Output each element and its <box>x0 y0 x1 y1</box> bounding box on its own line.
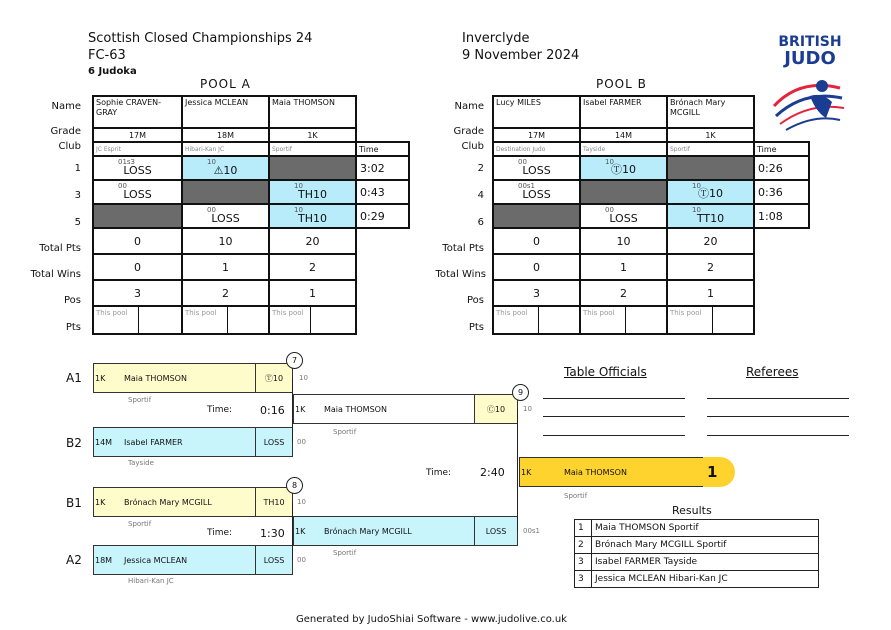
player-name: Lucy MILES <box>493 96 580 128</box>
signature-line <box>543 416 685 417</box>
match-cell: 10 TH10 <box>269 180 356 204</box>
match-cell <box>93 204 182 228</box>
match-label: 5 <box>74 217 81 228</box>
match-time: 0:16 <box>260 404 285 417</box>
player-club: Sportif <box>269 142 356 156</box>
total-wins-label: Total Wins <box>435 269 486 280</box>
player-grade: 17M <box>493 128 580 142</box>
total-pts: 0 <box>493 228 580 254</box>
winner-entry: 1K Maia THOMSON <box>519 457 705 487</box>
match-cell <box>493 204 580 228</box>
winner-place: 1 <box>703 457 735 487</box>
player-name: Sophie CRAVEN-GRAY <box>93 96 182 128</box>
total-wins: 1 <box>580 254 667 280</box>
time-label: Time: <box>207 528 233 538</box>
grade-label: Grade <box>453 126 484 137</box>
match-cell: 00 LOSS <box>182 204 269 228</box>
seed-label: A1 <box>66 371 82 385</box>
club-label: Sportif <box>128 520 152 528</box>
time-label: Time: <box>207 405 233 415</box>
this-pool-pts: This pool <box>580 306 667 334</box>
match-cell <box>269 156 356 180</box>
bracket-entry: 1K Brónach Mary MCGILL LOSS <box>293 516 518 546</box>
player-grade: 14M <box>580 128 667 142</box>
total-pts: 20 <box>269 228 356 254</box>
british-judo-logo: BRITISH JUDO <box>770 34 850 144</box>
club-label: Sportif <box>333 549 357 557</box>
score-ext: 00 <box>297 438 306 446</box>
total-pts: 0 <box>93 228 182 254</box>
match-label: 6 <box>477 217 484 228</box>
total-wins: 1 <box>182 254 269 280</box>
pool-a-title: POOL A <box>200 77 251 91</box>
position: 1 <box>667 280 754 306</box>
signature-line <box>707 435 849 436</box>
date-label: 9 November 2024 <box>462 48 580 63</box>
club-label: Hibari-Kan JC <box>128 577 174 585</box>
pool-b-table <box>492 95 810 335</box>
total-pts-label: Total Pts <box>39 243 81 254</box>
match-cell: 10 ⚠10 <box>182 156 269 180</box>
total-pts-label: Total Pts <box>442 243 484 254</box>
result-row: 2 Brónach Mary MCGILL Sportif <box>575 537 819 554</box>
player-club: Tayside <box>580 142 667 156</box>
player-grade: 1K <box>667 128 754 142</box>
player-club: Sportif <box>667 142 754 156</box>
match-cell: 10 Ⓣ10 <box>667 180 754 204</box>
grade-label: Grade <box>50 126 81 137</box>
pos-label: Pos <box>466 295 484 306</box>
match-number: 8 <box>286 477 303 494</box>
position: 2 <box>580 280 667 306</box>
player-grade: 1K <box>269 128 356 142</box>
match-number: 9 <box>512 384 529 401</box>
total-pts: 10 <box>182 228 269 254</box>
referees-heading: Referees <box>746 365 799 379</box>
player-grade: 18M <box>182 128 269 142</box>
pts-label: Pts <box>468 322 484 333</box>
match-time: 0:26 <box>754 156 809 180</box>
signature-line <box>707 398 849 399</box>
signature-line <box>543 398 685 399</box>
signature-line <box>707 416 849 417</box>
match-cell: 10 Ⓣ10 <box>580 156 667 180</box>
player-name: Isabel FARMER <box>580 96 667 128</box>
total-wins: 0 <box>493 254 580 280</box>
time-header: Time <box>356 142 409 156</box>
results-table <box>574 519 819 588</box>
bracket-entry: 1K Maia THOMSON Ⓒ10 <box>293 394 518 424</box>
match-cell: 00 LOSS <box>580 204 667 228</box>
judoka-count: 6 Judoka <box>88 66 137 77</box>
club-label: Sportif <box>564 492 588 500</box>
position: 1 <box>269 280 356 306</box>
seed-label: B1 <box>66 496 82 510</box>
match-label: 2 <box>477 163 484 174</box>
bracket-entry: 14M Isabel FARMER LOSS <box>93 427 293 457</box>
bracket-entry: 1K Maia THOMSON Ⓣ10 <box>93 363 293 393</box>
result-row: 1 Maia THOMSON Sportif <box>575 520 819 537</box>
match-cell: 10 TH10 <box>269 204 356 228</box>
player-club: JC Esprit <box>93 142 182 156</box>
club-label: Sportif <box>128 396 152 404</box>
match-cell: 00s1 LOSS <box>493 180 580 204</box>
position: 3 <box>93 280 182 306</box>
match-time: 3:02 <box>356 156 409 180</box>
match-label: 3 <box>74 190 81 201</box>
position: 3 <box>493 280 580 306</box>
pool-a-table <box>92 95 410 335</box>
score-ext: 00 <box>297 556 306 564</box>
score-ext: 10 <box>297 498 306 506</box>
total-wins: 2 <box>269 254 356 280</box>
match-cell: 01s3 LOSS <box>93 156 182 180</box>
results-heading: Results <box>672 504 712 517</box>
match-time: 0:43 <box>356 180 409 204</box>
club-label: Club <box>58 141 81 152</box>
score-ext: 10 <box>299 374 308 382</box>
total-wins-label: Total Wins <box>30 269 81 280</box>
result-row: 3 Jessica MCLEAN Hibari-Kan JC <box>575 571 819 588</box>
score-ext: 00s1 <box>523 527 541 535</box>
match-label: 1 <box>74 163 81 174</box>
pts-label: Pts <box>65 322 81 333</box>
score-ext: 10 <box>523 405 532 413</box>
name-label: Name <box>51 101 81 112</box>
match-time: 1:08 <box>754 204 809 228</box>
player-name: Brónach Mary MCGILL <box>667 96 754 128</box>
match-time: 0:36 <box>754 180 809 204</box>
this-pool-pts: This pool <box>182 306 269 334</box>
match-cell <box>667 156 754 180</box>
club-label: Tayside <box>128 459 154 467</box>
match-cell <box>580 180 667 204</box>
this-pool-pts: This pool <box>493 306 580 334</box>
time-label: Time: <box>426 468 452 478</box>
player-grade: 17M <box>93 128 182 142</box>
match-cell: 00 LOSS <box>93 180 182 204</box>
player-club: Destination Judo <box>493 142 580 156</box>
player-name: Jessica MCLEAN <box>182 96 269 128</box>
seed-label: A2 <box>66 553 82 567</box>
match-label: 4 <box>477 190 484 201</box>
pos-label: Pos <box>63 295 81 306</box>
position: 2 <box>182 280 269 306</box>
match-time: 0:29 <box>356 204 409 228</box>
signature-line <box>543 435 685 436</box>
match-time: 1:30 <box>260 527 285 540</box>
total-wins: 2 <box>667 254 754 280</box>
total-pts: 20 <box>667 228 754 254</box>
total-wins: 0 <box>93 254 182 280</box>
total-pts: 10 <box>580 228 667 254</box>
competition-title: Scottish Closed Championships 24 <box>88 31 313 46</box>
player-name: Maia THOMSON <box>269 96 356 128</box>
bracket-entry: 18M Jessica MCLEAN LOSS <box>93 545 293 575</box>
footer-text: Generated by JudoShiai Software - www.judolive.co.uk <box>296 614 567 625</box>
name-label: Name <box>454 101 484 112</box>
pool-b-title: POOL B <box>596 77 647 91</box>
bracket-line <box>517 409 518 531</box>
player-club: Hibari-Kan JC <box>182 142 269 156</box>
this-pool-pts: This pool <box>93 306 182 334</box>
match-cell: 10 TT10 <box>667 204 754 228</box>
category-label: FC-63 <box>88 48 126 63</box>
match-time: 2:40 <box>480 466 505 479</box>
result-row: 3 Isabel FARMER Tayside <box>575 554 819 571</box>
this-pool-pts: This pool <box>667 306 754 334</box>
club-label: Sportif <box>333 428 357 436</box>
time-header: Time <box>754 142 809 156</box>
match-cell <box>182 180 269 204</box>
venue-label: Inverclyde <box>462 31 530 46</box>
seed-label: B2 <box>66 436 82 450</box>
this-pool-pts: This pool <box>269 306 356 334</box>
match-cell: 00 LOSS <box>493 156 580 180</box>
match-number: 7 <box>286 352 303 369</box>
club-label: Club <box>461 141 484 152</box>
bracket-entry: 1K Brónach Mary MCGILL TH10 <box>93 487 293 517</box>
table-officials-heading: Table Officials <box>564 365 647 379</box>
